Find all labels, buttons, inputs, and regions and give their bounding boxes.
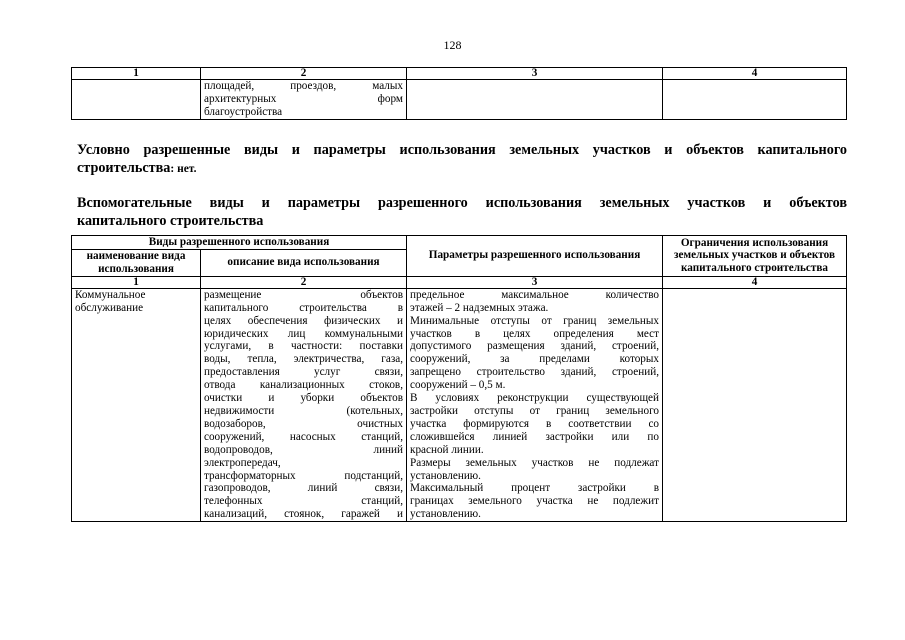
cell-text-line: юридических лиц коммунальными <box>204 327 404 340</box>
cell-text-line: размещение объектов <box>204 288 404 301</box>
table-cell <box>72 80 201 120</box>
cell-text-line: архитектурных форм <box>204 92 403 105</box>
cell-text-line: телефонных станций, <box>204 495 404 508</box>
cell-text-line: капитального строительства в <box>204 301 404 314</box>
cell-text-line: Максимальный процент застройки в <box>410 482 660 495</box>
cell-text-line: этажей – 2 надземных этажа. <box>410 301 549 314</box>
cell-text-line: границах земельного участка не подлежит <box>410 495 660 508</box>
column-number: 2 <box>201 276 407 288</box>
heading-line: Условно разрешенные виды и параметры использования земельных участков и объектов капитального <box>77 142 847 158</box>
cell-text-line: сооружений, насосных станций, <box>204 430 404 443</box>
cell-text-line: сложившейся линией застройки или по <box>410 430 660 443</box>
cell-text-line: установлению. <box>410 508 481 521</box>
cell-text-line: благоустройства <box>204 105 283 118</box>
cell-text-line: целях обеспечения физических и <box>204 314 404 327</box>
cell-text-line: обслуживание <box>75 301 144 314</box>
column-number: 3 <box>407 68 663 80</box>
table-cell-restrictions <box>663 288 847 521</box>
cell-text-line: красной линии. <box>410 443 484 456</box>
header-cell-restrictions: Ограничения использования земельных участков и объектов капитального строительства <box>663 236 847 277</box>
cell-text-line: установлению. <box>410 469 481 482</box>
column-number: 1 <box>72 68 201 80</box>
column-number: 4 <box>663 276 847 288</box>
table-cell-use-name <box>72 288 201 521</box>
table-row <box>72 288 847 521</box>
table-column-numbers <box>72 68 847 80</box>
header-group-cell: Виды разрешенного использования <box>72 236 407 250</box>
table-header-row <box>72 236 847 250</box>
cell-text-line: электропередач, <box>204 456 281 469</box>
heading-line: строительства <box>77 160 171 176</box>
cell-text-line: очистки и уборки объектов <box>204 392 404 405</box>
cell-text-line: недвижимости (котельных, <box>204 404 404 417</box>
heading-conditional-uses <box>77 141 847 178</box>
column-number: 2 <box>201 68 407 80</box>
table-row <box>72 80 847 120</box>
cell-text-line: воды, тепла, электричества, газа, <box>204 353 404 366</box>
cell-text-line: сооружений – 0,5 м. <box>410 379 506 392</box>
table-auxiliary-uses <box>71 235 847 522</box>
page-number: 128 <box>443 38 462 52</box>
cell-text-line: трансформаторных подстанций, <box>204 469 404 482</box>
cell-text-line: застройки отступы от границ земельного <box>410 404 660 417</box>
cell-text-line: сооружений, за пределами которых <box>410 353 660 366</box>
table-cell <box>663 80 847 120</box>
table-cell-parameters <box>407 288 663 521</box>
table-cell-use-description <box>201 288 407 521</box>
cell-text-line: Коммунальное <box>75 288 146 301</box>
cell-text-line: запрещено строительство зданий, строений, <box>410 366 660 379</box>
cell-text-line: предельное максимальное количество <box>410 288 660 301</box>
cell-text-line: канализаций, стоянок, гаражей и <box>204 508 404 521</box>
cell-text-line: водозаборов, очистных <box>204 417 404 430</box>
heading-line: Вспомогательные виды и параметры разрешенного использования земельных участков и объектов <box>77 195 847 211</box>
table-cell <box>201 80 407 120</box>
heading-auxiliary-uses <box>77 194 847 230</box>
column-number: 1 <box>72 276 201 288</box>
table-cell <box>407 80 663 120</box>
table-continuation <box>71 67 847 120</box>
header-cell-parameters: Параметры разрешенного использования <box>407 236 663 277</box>
cell-text-line: газопроводов, линий связи, <box>204 482 404 495</box>
heading-line: капитального строительства <box>77 213 264 229</box>
cell-text-line: предоставления услуг связи, <box>204 366 404 379</box>
column-number: 3 <box>407 276 663 288</box>
cell-text-line: участков в целях определения мест <box>410 327 660 340</box>
column-number: 4 <box>663 68 847 80</box>
cell-text-line: Минимальные отступы от границ земельных <box>410 314 660 327</box>
table-column-numbers <box>72 276 847 288</box>
heading-suffix: : нет. <box>170 163 197 175</box>
cell-text-line: водопроводов, линий <box>204 443 404 456</box>
cell-text-line: отвода канализационных стоков, <box>204 379 404 392</box>
header-cell-description: описание вида использования <box>201 250 407 277</box>
header-cell-name: наименование вида использования <box>72 250 201 277</box>
cell-text-line: площадей, проездов, малых <box>204 80 403 92</box>
cell-text-line: допустимого размещения зданий, строений, <box>410 340 660 353</box>
cell-text-line: участка формируются в соответствии со <box>410 417 660 430</box>
cell-text-line: В условиях реконструкции существующей <box>410 392 660 405</box>
cell-text-line: Размеры земельных участков не подлежат <box>410 456 660 469</box>
cell-text-line: услугами, в частности: поставки <box>204 340 404 353</box>
